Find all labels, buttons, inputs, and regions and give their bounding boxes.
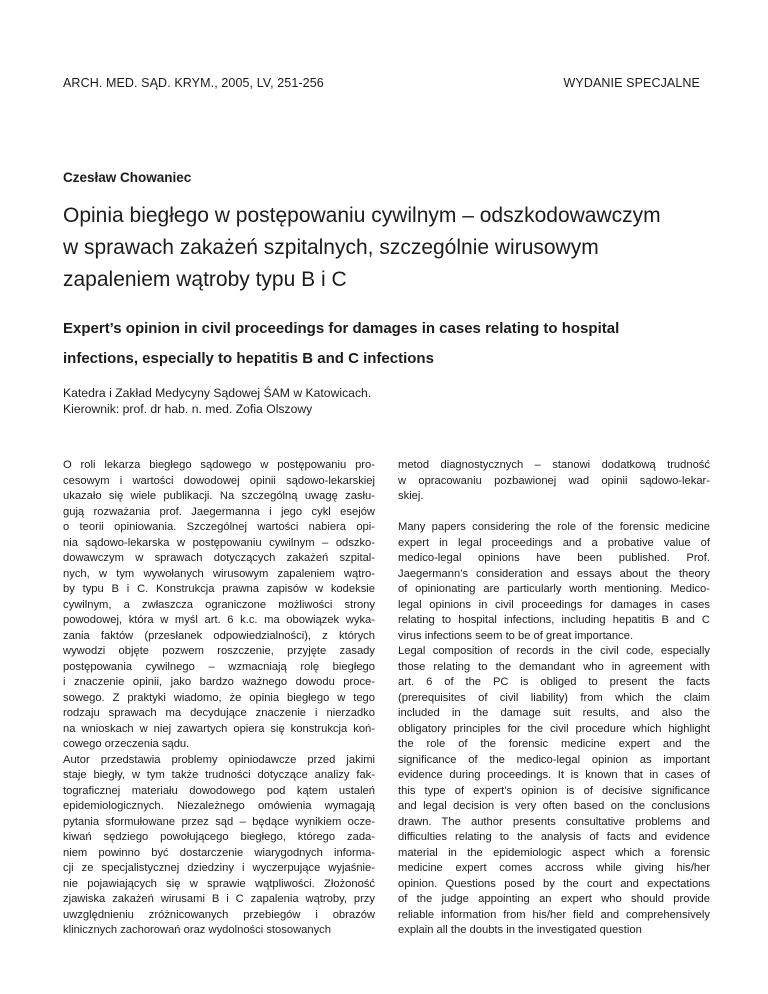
abstract-line: i znaczenie opinii, jako bardzo ważnego dowodu proce- — [63, 676, 375, 688]
title-polish — [63, 200, 723, 296]
abstract-line: obligatory principles for the civil procedure which highlight — [398, 722, 710, 735]
abstract-line: Legal composition of records in the civil code, especially — [398, 645, 710, 657]
abstract-line: Autor przedstawia problemy opiniodawcze przed jakimi — [63, 753, 375, 766]
abstract-line: pytania sformułowane przez sąd – będące wynikiem ocze- — [63, 815, 375, 828]
abstract-line: opinion. Questions posed by the court and expectations — [398, 877, 710, 890]
affiliation-head: Kierownik: prof. dr hab. n. med. Zofia Olszowy — [63, 401, 313, 416]
abstract-line: cywilnym, a zwłaszcza ograniczone możliwości strony — [63, 598, 375, 611]
abstract-line: evidence during proceedings. It is known that in cases of — [398, 769, 710, 781]
title-polish-line: zapaleniem wątroby typu B i C — [63, 268, 347, 291]
abstract-line: nia sądowo-lekarska w postępowaniu cywilnym – odszko- — [63, 536, 375, 549]
title-english-line: infections, especially to hepatitis B and C infections — [63, 350, 434, 367]
abstract-line: explain all the doubts in the investigated question — [398, 924, 642, 936]
abstract-line: postępowania cywilnego – wzmacniają rolę biegłego — [63, 660, 375, 673]
affiliation-department: Katedra i Zakład Medycyny Sądowej ŚAM w Katowicach. — [63, 386, 372, 400]
abstract-line: klinicznych zachorowań oraz wydolności stosowanych — [63, 924, 332, 936]
abstract-line: cowego orzeczenia sądu. — [63, 738, 190, 750]
abstract-line: O roli lekarza biegłego sądowego w postępowaniu pro- — [63, 459, 375, 471]
abstract-line: expert in legal proceedings and a probative value of — [398, 536, 710, 549]
abstract-line: Many papers considering the role of the forensic medicine — [398, 521, 710, 533]
abstract-line: zania faktów (przesłanek odpowiedzialności), z których — [63, 629, 375, 642]
abstract-line: metod diagnostycznych – stanowi dodatkową trudność — [398, 459, 710, 471]
abstract-english — [398, 520, 710, 939]
abstract-line: and legal decision is very often based on the conclusions — [398, 800, 710, 812]
abstract-line: ukazało się wiele publikacji. Na szczególną uwagę zasłu- — [63, 490, 375, 502]
abstract-line: by typu B i C. Konstrukcja prawna zapisów w kodeksie — [63, 583, 375, 595]
abstract-line: staje biegły, w tym także trudności dotyczące analizy fak- — [63, 769, 375, 781]
abstract-line: difficulties relating to the analysis of facts and evidence — [398, 831, 710, 843]
abstract-line: this type of expert’s opinion is of decisive significance — [398, 784, 710, 797]
abstract-line: nych, w tym wywołanych wirusowym zapaleniem wątro- — [63, 567, 375, 580]
abstract-line: of opinionating are particularly worth mentioning. Medico- — [398, 583, 710, 595]
abstract-line: na wnioskach w niej zawartych opiera się konstrukcja koń- — [63, 722, 375, 735]
abstract-line: medicine expert comes accross while giving his/her — [398, 862, 710, 874]
title-polish-line: Opinia biegłego w postępowaniu cywilnym – odszkodowawczym — [63, 204, 661, 227]
abstract-line: cesowym i wartości dowodowej opinii sądowo-lekarskiej — [63, 474, 375, 487]
abstract-line: art. 6 of the PC is obliged to present the facts — [398, 676, 710, 688]
abstract-line: of the judge appointing an expert who should provide — [398, 893, 710, 905]
abstract-line: material in the epidemiologic aspect which a forensic — [398, 846, 710, 859]
abstract-line: niem powinno być dostarczenie wiarygodnych informa- — [63, 846, 375, 859]
abstract-line: virus infections seem to be of great importance. — [398, 629, 634, 642]
abstract-line: gują rozważania prof. Jaegermanna i jego cykl esejów — [63, 505, 375, 518]
abstract-line: zjawiska zakażeń wirusami B i C zapalenia wątroby, przy — [63, 893, 375, 905]
abstract-line: powodowej, która w myśl art. 6 k.c. ma obowiązek wyka- — [63, 614, 375, 626]
author-name: Czesław Chowaniec — [63, 170, 192, 185]
title-english-line: Expert’s opinion in civil proceedings for damages in cases relating to hospital — [63, 320, 620, 337]
title-english — [63, 314, 713, 374]
abstract-line: legal opinions in civil proceedings for damages in cases — [398, 598, 710, 611]
abstract-line: those relating to the demandant who in agreement with — [398, 660, 710, 673]
abstract-line: cji ze specjalistycznej dziedziny i wyczerpujące wyjaśnie- — [63, 862, 375, 874]
abstract-line: epidemiologicznych. Niezależnego omówienia wymagają — [63, 800, 375, 812]
abstract-line: reliable information from his/her field and comprehensively — [398, 908, 710, 921]
edition-label: WYDANIE SPECJALNE — [563, 76, 700, 90]
abstract-line: dowawczym w sprawach dotyczących zakażeń szpital- — [63, 552, 375, 564]
abstract-line: uwzględnieniu zróżnicowanych przebiegów i obrazów — [63, 908, 375, 921]
abstract-line: nie pojawiających się w sprawie wątpliwości. Złożoność — [63, 877, 375, 890]
abstract-line: (prerequisites of civil liability) from which the claim — [398, 691, 710, 704]
abstract-line: medico-legal opinions have been published. Prof. — [398, 552, 710, 564]
abstract-line: o teorii opiniowania. Szczególnej wartości nabiera opi- — [63, 521, 375, 533]
abstract-polish-column — [63, 458, 375, 939]
abstract-right-column — [398, 458, 710, 939]
affiliation — [63, 386, 703, 417]
abstract-line: rodzaju sprawach ma decydujące znaczenie i nierzadko — [63, 707, 375, 719]
abstract-line: kiwań sędziego powołującego biegłego, którego zada- — [63, 831, 375, 843]
abstract-line: wywodzi objęte pozwem roszczenie, przyjęte zasady — [63, 645, 375, 657]
journal-citation: ARCH. MED. SĄD. KRYM., 2005, LV, 251-256 — [63, 76, 324, 90]
abstract-line: skiej. — [398, 490, 424, 502]
title-polish-line: w sprawach zakażeń szpitalnych, szczególnie wirusowym — [63, 236, 599, 259]
abstract-line: relating to hospital infections, including hepatitis B and C — [398, 614, 710, 626]
abstract-line: significance of the medico-legal opinion as important — [398, 753, 710, 766]
abstract-line: drawn. The author presents consultative problems and — [398, 815, 710, 828]
abstract-line: included in the damage suit results, and also the — [398, 707, 710, 719]
abstract-line: Jaegermann’s consideration and essays about the theory — [398, 567, 710, 580]
abstract-line: sowego. Z praktyki wiadomo, że opinia biegłego w tego — [63, 691, 375, 704]
paragraph-gap — [398, 505, 710, 521]
abstract-line: the role of the forensic medicine expert and the — [398, 738, 710, 750]
abstract-polish-continuation — [398, 458, 710, 505]
abstract-line: tograficznej materiału dowodowego pod kątem ustaleń — [63, 784, 375, 797]
abstract-line: w opracowaniu pozbawionej wad opinii sądowo-lekar- — [398, 474, 710, 487]
